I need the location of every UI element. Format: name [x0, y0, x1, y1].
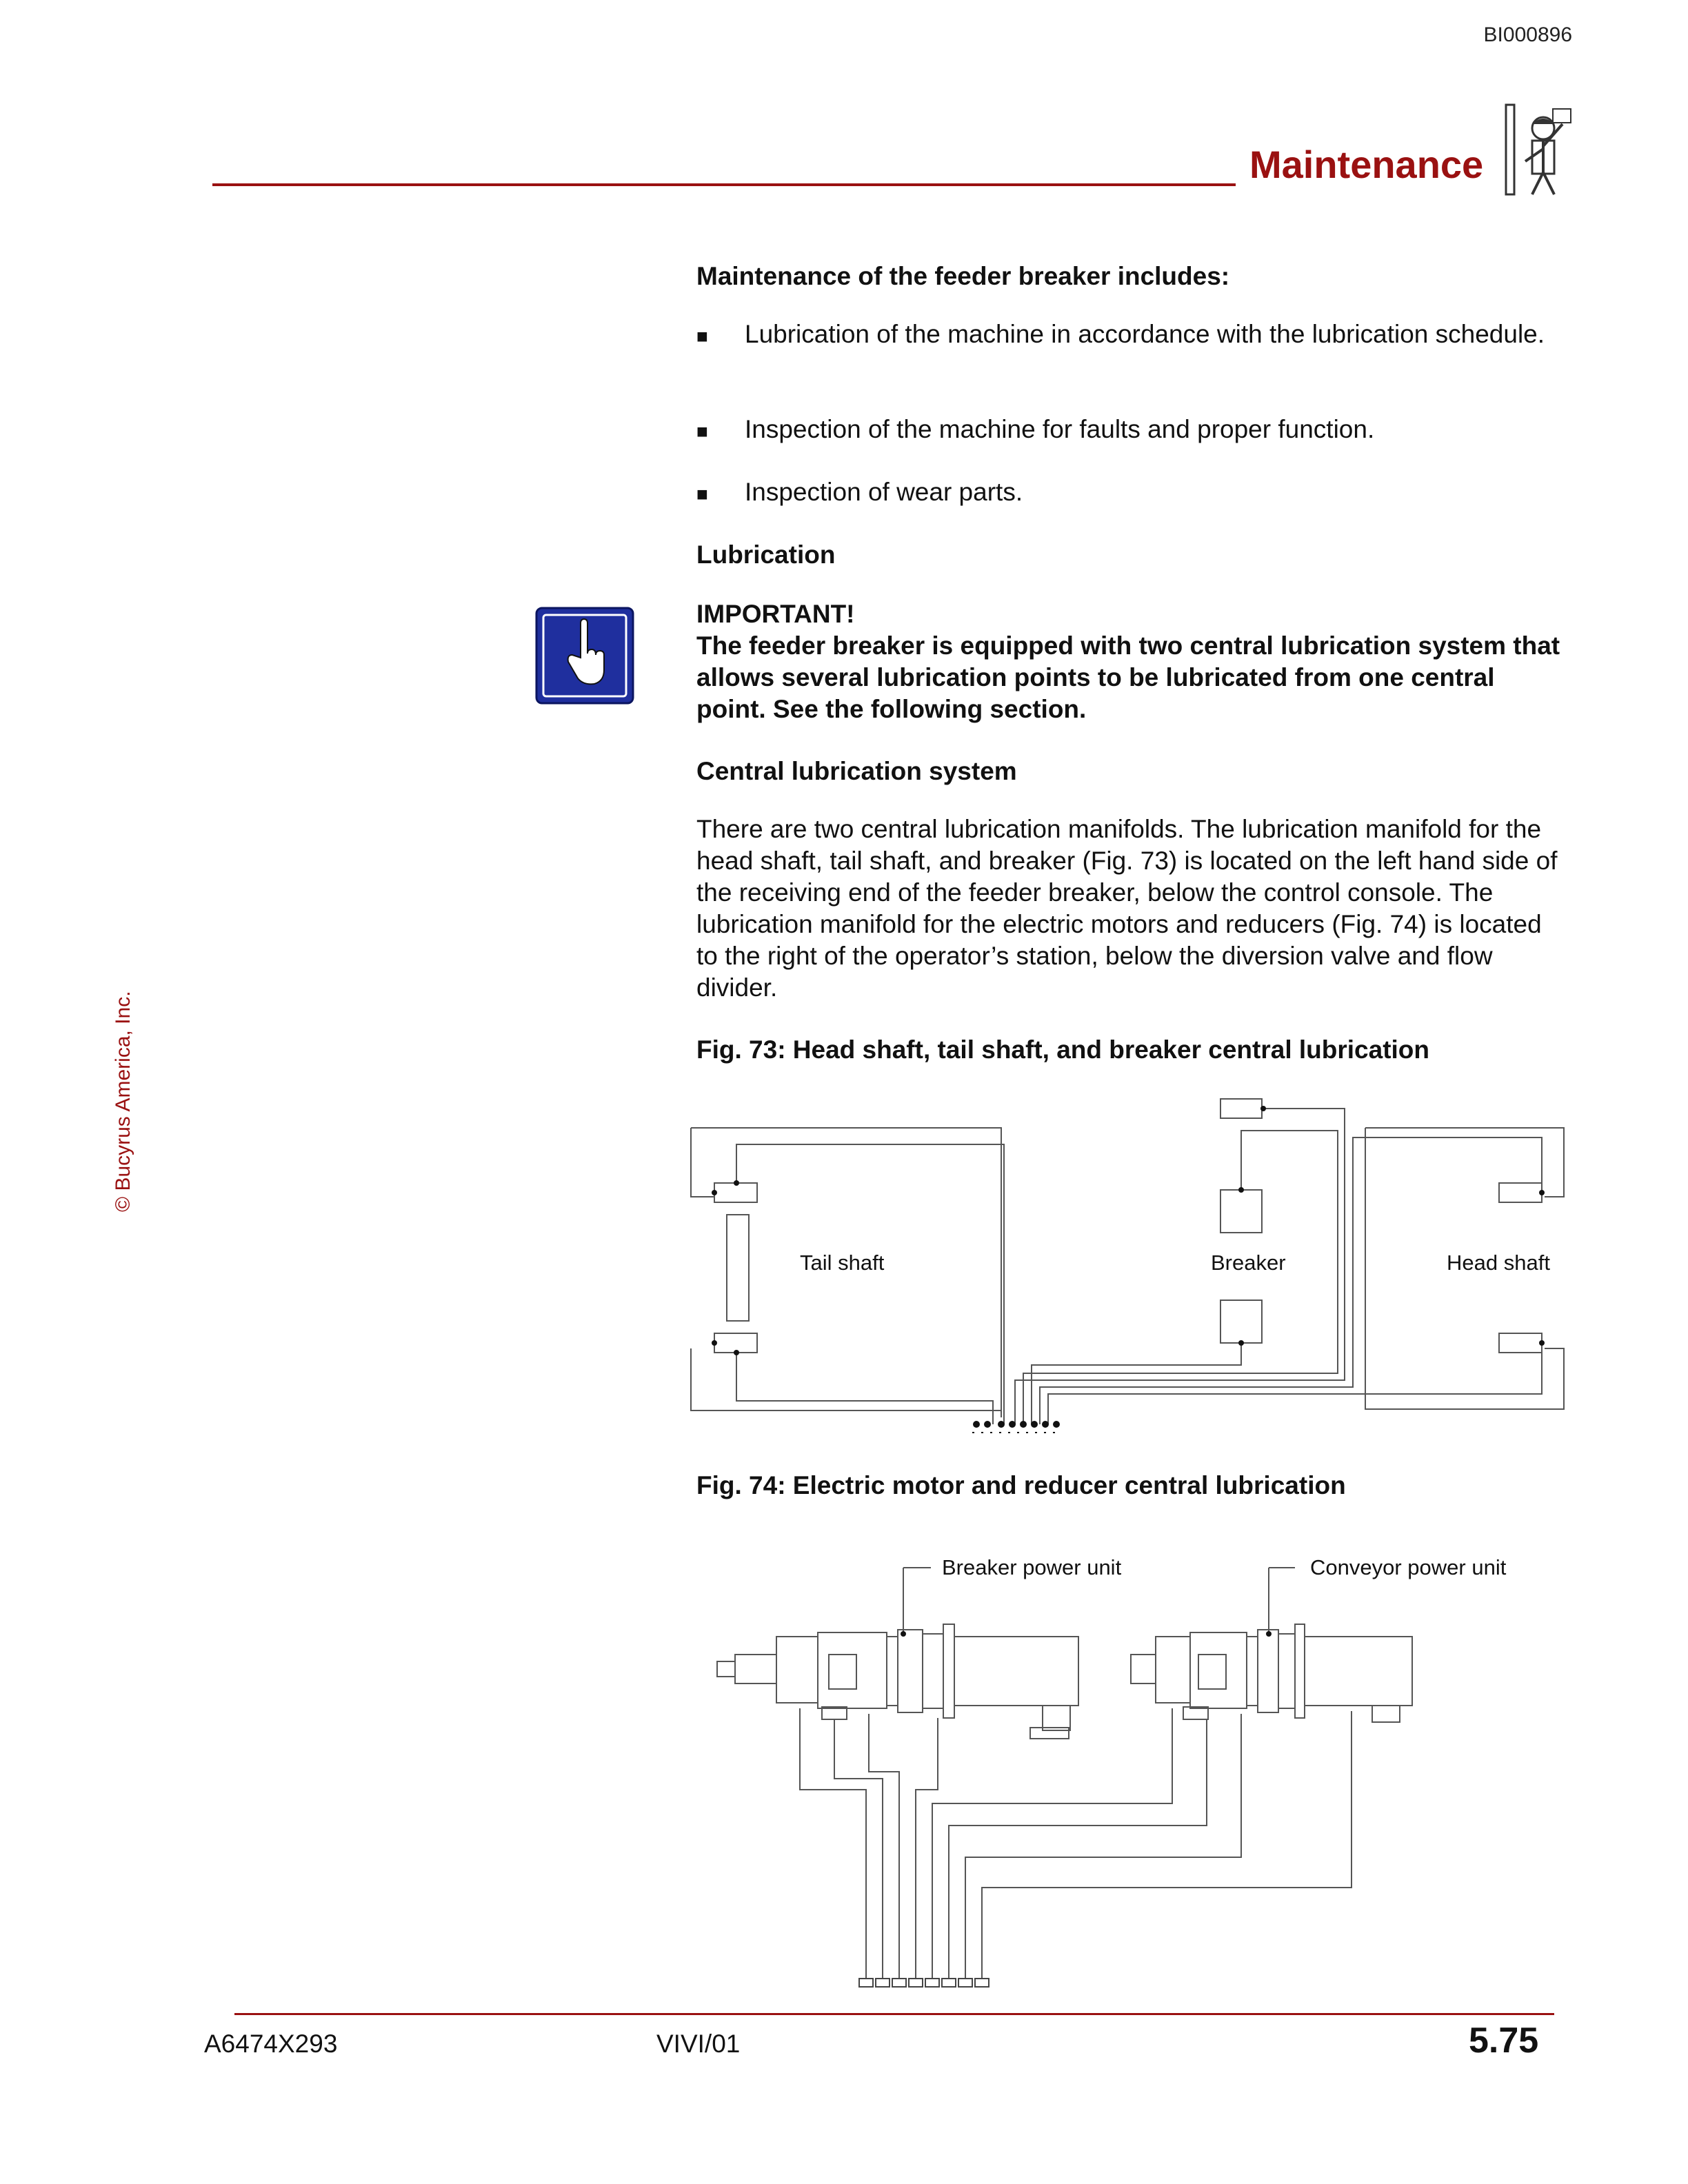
pointing-hand-icon [535, 607, 634, 705]
bullet-item: Inspection of wear parts. [745, 478, 1023, 506]
footer-revision: VIVI/01 [656, 2030, 741, 2058]
footer-rule [234, 2013, 1554, 2015]
bullet-marker: ■ [696, 325, 708, 347]
fig74-diagram [703, 1551, 1434, 1999]
conveyor-power-unit-label: Conveyor power unit [1310, 1555, 1507, 1579]
bullet-marker: ■ [696, 483, 708, 505]
tail-shaft-label: Tail shaft [800, 1251, 885, 1275]
footer-document-code: A6474X293 [204, 2030, 338, 2058]
bullet-marker: ■ [696, 421, 708, 442]
bullet-item: Lubrication of the machine in accordance with the lubrication schedule. [745, 320, 1545, 348]
central-heading: Central lubrication system [696, 757, 1017, 785]
lubrication-heading: Lubrication [696, 540, 836, 569]
header-rule [212, 183, 1236, 186]
bullet-item: Inspection of the machine for faults and proper function. [745, 415, 1375, 443]
important-label: IMPORTANT! [696, 600, 855, 628]
maintenance-worker-icon [1505, 103, 1576, 199]
important-text: The feeder breaker is equipped with two central lubrication system that allows several lubrication points to be lubricated from one central point. See the following section. [696, 631, 1560, 723]
document-id: BI000896 [1483, 23, 1572, 46]
central-paragraph: There are two central lubrication manifolds. The lubrication manifold for the head shaft, tail shaft, and breaker (Fig. 73) is located on the left hand side of the receiving end of the feeder breaker, below the control console. The lubrication manifold for the electric motors and reducers (Fig. 74) is located to the right of the operator’s station, below the diversion valve and flow divider. [696, 815, 1558, 1002]
fig74-caption: Fig. 74: Electric motor and reducer central lubrication [696, 1471, 1346, 1499]
intro-heading: Maintenance of the feeder breaker includes: [696, 262, 1230, 290]
breaker-power-unit-label: Breaker power unit [942, 1555, 1122, 1579]
fig73-caption: Fig. 73: Head shaft, tail shaft, and breaker central lubrication [696, 1035, 1429, 1064]
section-title: Maintenance [1249, 143, 1484, 186]
page-number: 5.75 [1469, 2021, 1539, 2061]
breaker-label: Breaker [1211, 1251, 1286, 1275]
head-shaft-label: Head shaft [1447, 1251, 1550, 1275]
copyright-notice: © Bucyrus America, Inc. [112, 991, 134, 1212]
